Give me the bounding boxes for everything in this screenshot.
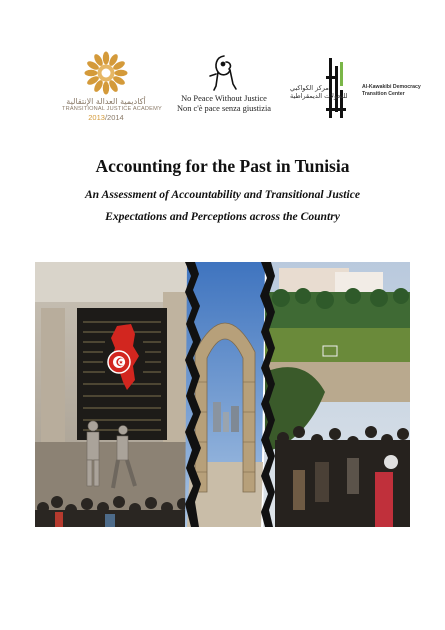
kawakibi-logo bbox=[290, 56, 421, 122]
crowd-park-photo bbox=[263, 262, 410, 527]
cover-photo-collage bbox=[35, 262, 410, 527]
kawakibi-english-line2: Transition Center bbox=[362, 90, 405, 97]
document-subtitle-line1: An Assessment of Accountability and Transitional Justice bbox=[84, 188, 361, 201]
npwj-name-it: Non c'è pace senza giustizia bbox=[176, 104, 272, 113]
kawakibi-english-name bbox=[362, 84, 421, 97]
academy-year-end: 2014 bbox=[107, 113, 124, 122]
academy-year-start: 2013 bbox=[88, 113, 105, 122]
protest-banner-photo bbox=[35, 262, 195, 527]
kawakibi-arabic-line1: مركز الكواكبي bbox=[290, 84, 329, 92]
academy-english-name: TRANSITIONAL JUSTICE ACADEMY bbox=[62, 106, 162, 112]
figure-sketch-icon bbox=[204, 52, 244, 94]
academy-arabic-name: أكاديمية العدالة الإنتقالية bbox=[66, 97, 146, 106]
kawakibi-arabic-name bbox=[290, 84, 348, 100]
npwj-name-en: No Peace Without Justice bbox=[181, 94, 267, 103]
academy-year-separator: / bbox=[104, 113, 108, 122]
academy-logo bbox=[62, 50, 162, 130]
kawakibi-english-line1: Al-Kawakibi Democracy bbox=[362, 84, 421, 90]
document-title: Accounting for the Past in Tunisia bbox=[95, 156, 350, 176]
kawakibi-arabic-line2: للتحولات الديمقراطية bbox=[290, 92, 348, 100]
npwj-logo bbox=[165, 52, 283, 114]
document-subtitle-line2: Expectations and Perceptions across the Country bbox=[105, 210, 340, 223]
sun-rosette-icon bbox=[83, 50, 129, 96]
academy-years bbox=[62, 113, 150, 122]
